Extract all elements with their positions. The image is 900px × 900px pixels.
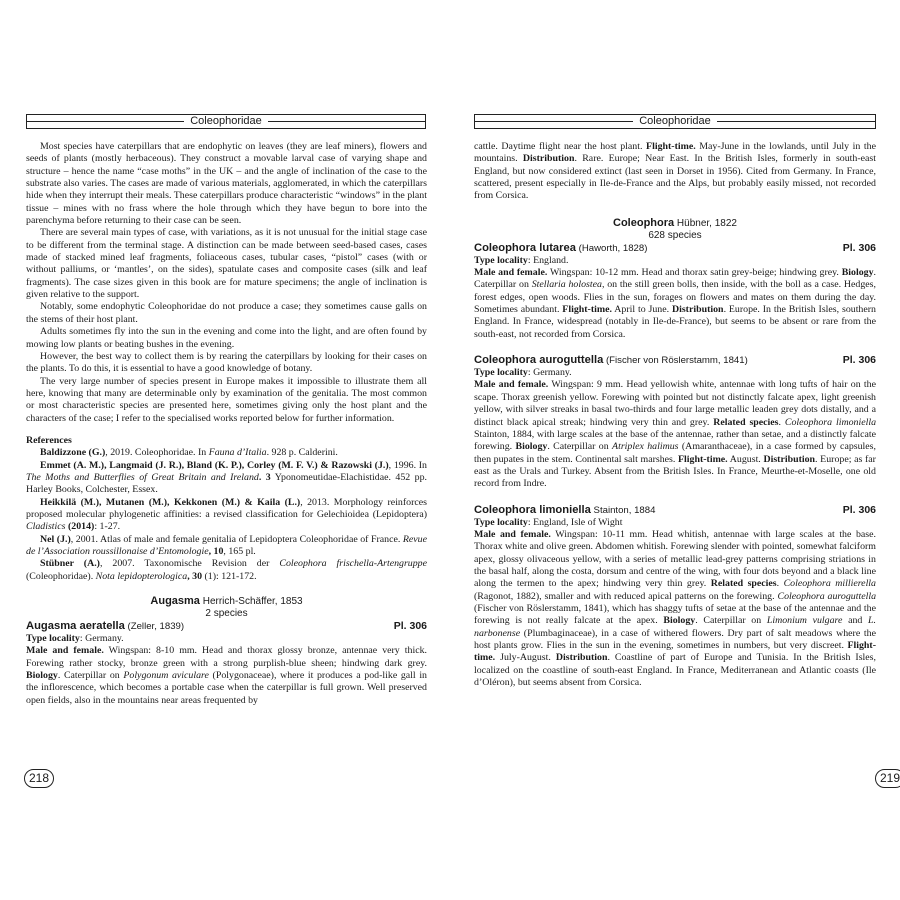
left-column [26, 141, 427, 707]
species-description: Male and female. Wingspan: 10-12 mm. Head and thorax satin grey-beige; hindwing grey. Biology. Caterpillar on Stellaria holostea, on the still green bolls, then inside, with the boll as a case. Hedges, forest edges, open woods. Flies in the sun, forages on flowers and mates on them during the day. Sometimes abundant. Flight-time. April to June. Distribution. Europe. In the British Isles, southern England. In France, widespread (notably in Ile-de-France), but seems to be absent or rare from the south-east, not recorded from Corsica. [474, 267, 876, 340]
species-author: Stainton, 1884 [590, 504, 656, 516]
genus-name: Coleophora [613, 216, 675, 229]
type-locality: Type locality: Germany. [474, 367, 572, 379]
species-author: (Fischer von Röslerstamm, 1841) [603, 355, 748, 367]
right-column [474, 141, 876, 689]
reference-entry: Emmet (A. M.), Langmaid (J. R.), Bland (K. P.), Corley (M. F. V.) & Razowski (J.), 1996. In The Moths and Butterflies of Great Britain and Ireland. 3 Yponomeutidae-Elachistidae. 452 pp. Harley Books, Colchester, Essex. [26, 459, 427, 496]
type-locality: Type locality: England, Isle of Wight [474, 516, 623, 528]
reference-entry: Baldizzone (G.), 2019. Coleophoridae. In Fauna d’Italia. 928 p. Calderini. [40, 447, 338, 459]
right-page [450, 0, 900, 900]
intro-paragraph: Most species have caterpillars that are endophytic on leaves (they are leaf miners), flowers and seeds of plants (mostly herbaceous). They construct a movable larval case of varying shape and structure – hence the name “case moths” in the UK – and the angle of inclination of the case to the substrate also varies. The cases are made of various materials, agglomerated, in which the caterpillars hide when they interrupt their meals. These caterpillars produce characteristic “windows” in the plant tissue – mines with no frass where the hole through which they have begun to bore into the parenchyma before returning to their case can be seen. [26, 141, 427, 227]
species-heading [474, 504, 876, 517]
species-description: Male and female. Wingspan: 8-10 mm. Head and thorax glossy bronze, antennae very thick. Forewing rather stocky, bronze green with a strong purplish-blue sheen; hindwing dark grey. Biology. Caterpillar on Polygonum aviculare (Polygonaceae), where it produces a pod-like gall in the inflorescence, which becomes a portable case when the caterpillar is full grown. Well preserved open fields, also in the mountains near areas frequented by [26, 645, 427, 706]
species-author: (Zeller, 1839) [124, 621, 185, 633]
genus-author: Herrich-Schäffer, 1853 [199, 596, 303, 608]
genus-author: Hübner, 1822 [674, 217, 737, 229]
running-header-label: Coleophoridae [184, 115, 268, 127]
page-number: 218 [24, 769, 54, 788]
intro-paragraph: However, the best way to collect them is by rearing the caterpillars by looking for their cases on the plants. To do this, it is essential to have a good knowledge of botany. [26, 350, 427, 375]
intro-paragraph: There are several main types of case, with variations, as it is not unusual for the initial stage case to be different from the terminal stage. A distinction can be made between seed-based cases, cases made of stacked mined leaf fragments, foliaceous cases, tubular cases, “pistol” cases (with or without palliums, or ‘mantles’, on the sides), spatulate cases and composite cases (silk and leaf fragments). The case sizes given in this book are for mature specimens; the angle of inclination is given relative to the support. [26, 227, 427, 301]
reference-entry: Nel (J.), 2001. Atlas of male and female genitalia of Lepidoptera Coleophoridae of France. Revue de l’Association roussillonaise d’Entomologie, 10, 165 pl. [26, 533, 427, 557]
species-description: Male and female. Wingspan: 10-11 mm. Head whitish, antennae with large scales at the base. Thorax white and olive green. Abdomen whitish. Forewing slender with pointed, somewhat falciform apex, glossy olivaceous yellow, with a series of metallic lead-grey patterns comprising striations in the basal half, along the costa, dorsum and centre of the wing, with four dots beyond and a black line along the termen to the apex; hindwing very thin grey. Related species. Coleophora millierella (Ragonot, 1882), smaller and with reduced apical patterns on the forewing. Coleophora auroguttella (Fischer von Röslerstamm, 1841), which has shaggy tufts of setae at the base of the antennae and the forewing is not really falcate at the apex. Biology. Caterpillar on Limonium vulgare and L. narbonense (Plumbaginaceae), in a case of withered flowers. Dry part of salt meadows where the host plants grow. Flies in the sun in the evening, sometimes in numbers, but very discreet. Flight-time. July-August. Distribution. Coastline of part of Europe and Tunisia. In the British Isles, localized on the coastline of south-east England. In France, Mediterranean and Atlantic coasts (Ile d’Oléron), but seems absent from Corsica. [474, 528, 877, 689]
species-name: Coleophora auroguttella [474, 354, 604, 367]
genus-name: Augasma [150, 595, 200, 608]
species-name: Augasma aeratella [26, 620, 125, 633]
type-locality: Type locality: England. [474, 254, 569, 266]
intro-paragraph: Notably, some endophytic Coleophoridae do not produce a case; they sometimes cause galls on the stems of their host plant. [26, 301, 427, 325]
species-author: (Haworth, 1828) [575, 242, 648, 254]
running-header [474, 114, 876, 129]
plate-reference: Pl. 306 [842, 354, 876, 367]
genus-species-count: 2 species [205, 608, 248, 620]
genus-heading [474, 217, 876, 242]
page-number: 219 [875, 769, 900, 788]
running-header [26, 114, 426, 129]
plate-reference: Pl. 306 [842, 241, 876, 254]
running-header-label: Coleophoridae [633, 115, 717, 127]
type-locality: Type locality: Germany. [26, 633, 124, 645]
references-heading: References [26, 434, 72, 446]
genus-species-count: 628 species [648, 229, 702, 241]
plate-reference: Pl. 306 [842, 503, 876, 516]
species-heading [26, 620, 427, 633]
reference-entry: Stübner (A.), 2007. Taxonomische Revision der Coleophora frischella-Artengruppe (Coleophoridae). Nota lepidopterologica, 30 (1): 121-172. [26, 558, 427, 582]
species-description: Male and female. Wingspan: 9 mm. Head yellowish white, antennae with long tufts of hair on the scape. Thorax greenish yellow. Forewing with pointed but not distinctly falcate apex, light greenish yellow, with silver streaks in basal two-thirds and four large metallic leaden grey dots distally, and a distinct black apical streak; hindwing very thin and grey. Related species. Coleophora limoniella Stainton, 1884, with large scales at the base of the antennae, rather than setae, and a distinctly falcate forewing. Biology. Caterpillar on Atriplex halimus (Amaranthaceae), in a case formed by capsules, then pupates in the stem. Continental salt marshes. Flight-time. August. Distribution. Europe; as far east as the Urals and Turkey. Absent from the British Isles. In France, Meurthe-et-Moselle, one old record from Indre. [474, 379, 877, 490]
intro-paragraph: Adults sometimes fly into the sun in the evening and come into the light, and are often found by mowing low plants or beating bushes in the evening. [26, 326, 427, 350]
species-name: Coleophora lutarea [474, 241, 576, 254]
species-heading [474, 354, 876, 367]
reference-entry: Heikkilä (M.), Mutanen (M.), Kekkonen (M.) & Kaila (L.), 2013. Morphology reinforces proposed molecular phylogenetic affinities: a revised classification for Gelechioidea (Lepidoptera) Cladistics (2014): 1-27. [26, 496, 427, 533]
species-name: Coleophora limoniella [474, 503, 591, 516]
continued-paragraph: cattle. Daytime flight near the host plant. Flight-time. May-June in the lowlands, until July in the mountains. Distribution. Rare. Europe; Near East. In the British Isles, formerly in south-east England, but now considered extinct (last seen in Dorset in 1956). Cited from Germany. In France, scattered, present especially in Ile-de-France and the Alps, but probably easily missed, not recorded from Corsica. [474, 141, 876, 202]
species-heading [474, 242, 876, 255]
genus-heading [26, 595, 427, 620]
plate-reference: Pl. 306 [393, 620, 427, 633]
intro-paragraph: The very large number of species present in Europe makes it impossible to illustrate them all here, knowing that many are determinable only by examination of the genitalia. The most common or most characteristic species are presented here, sometimes giving only the host plant and the characters of the case; I refer to the specialised works reported below for further information. [26, 375, 427, 424]
